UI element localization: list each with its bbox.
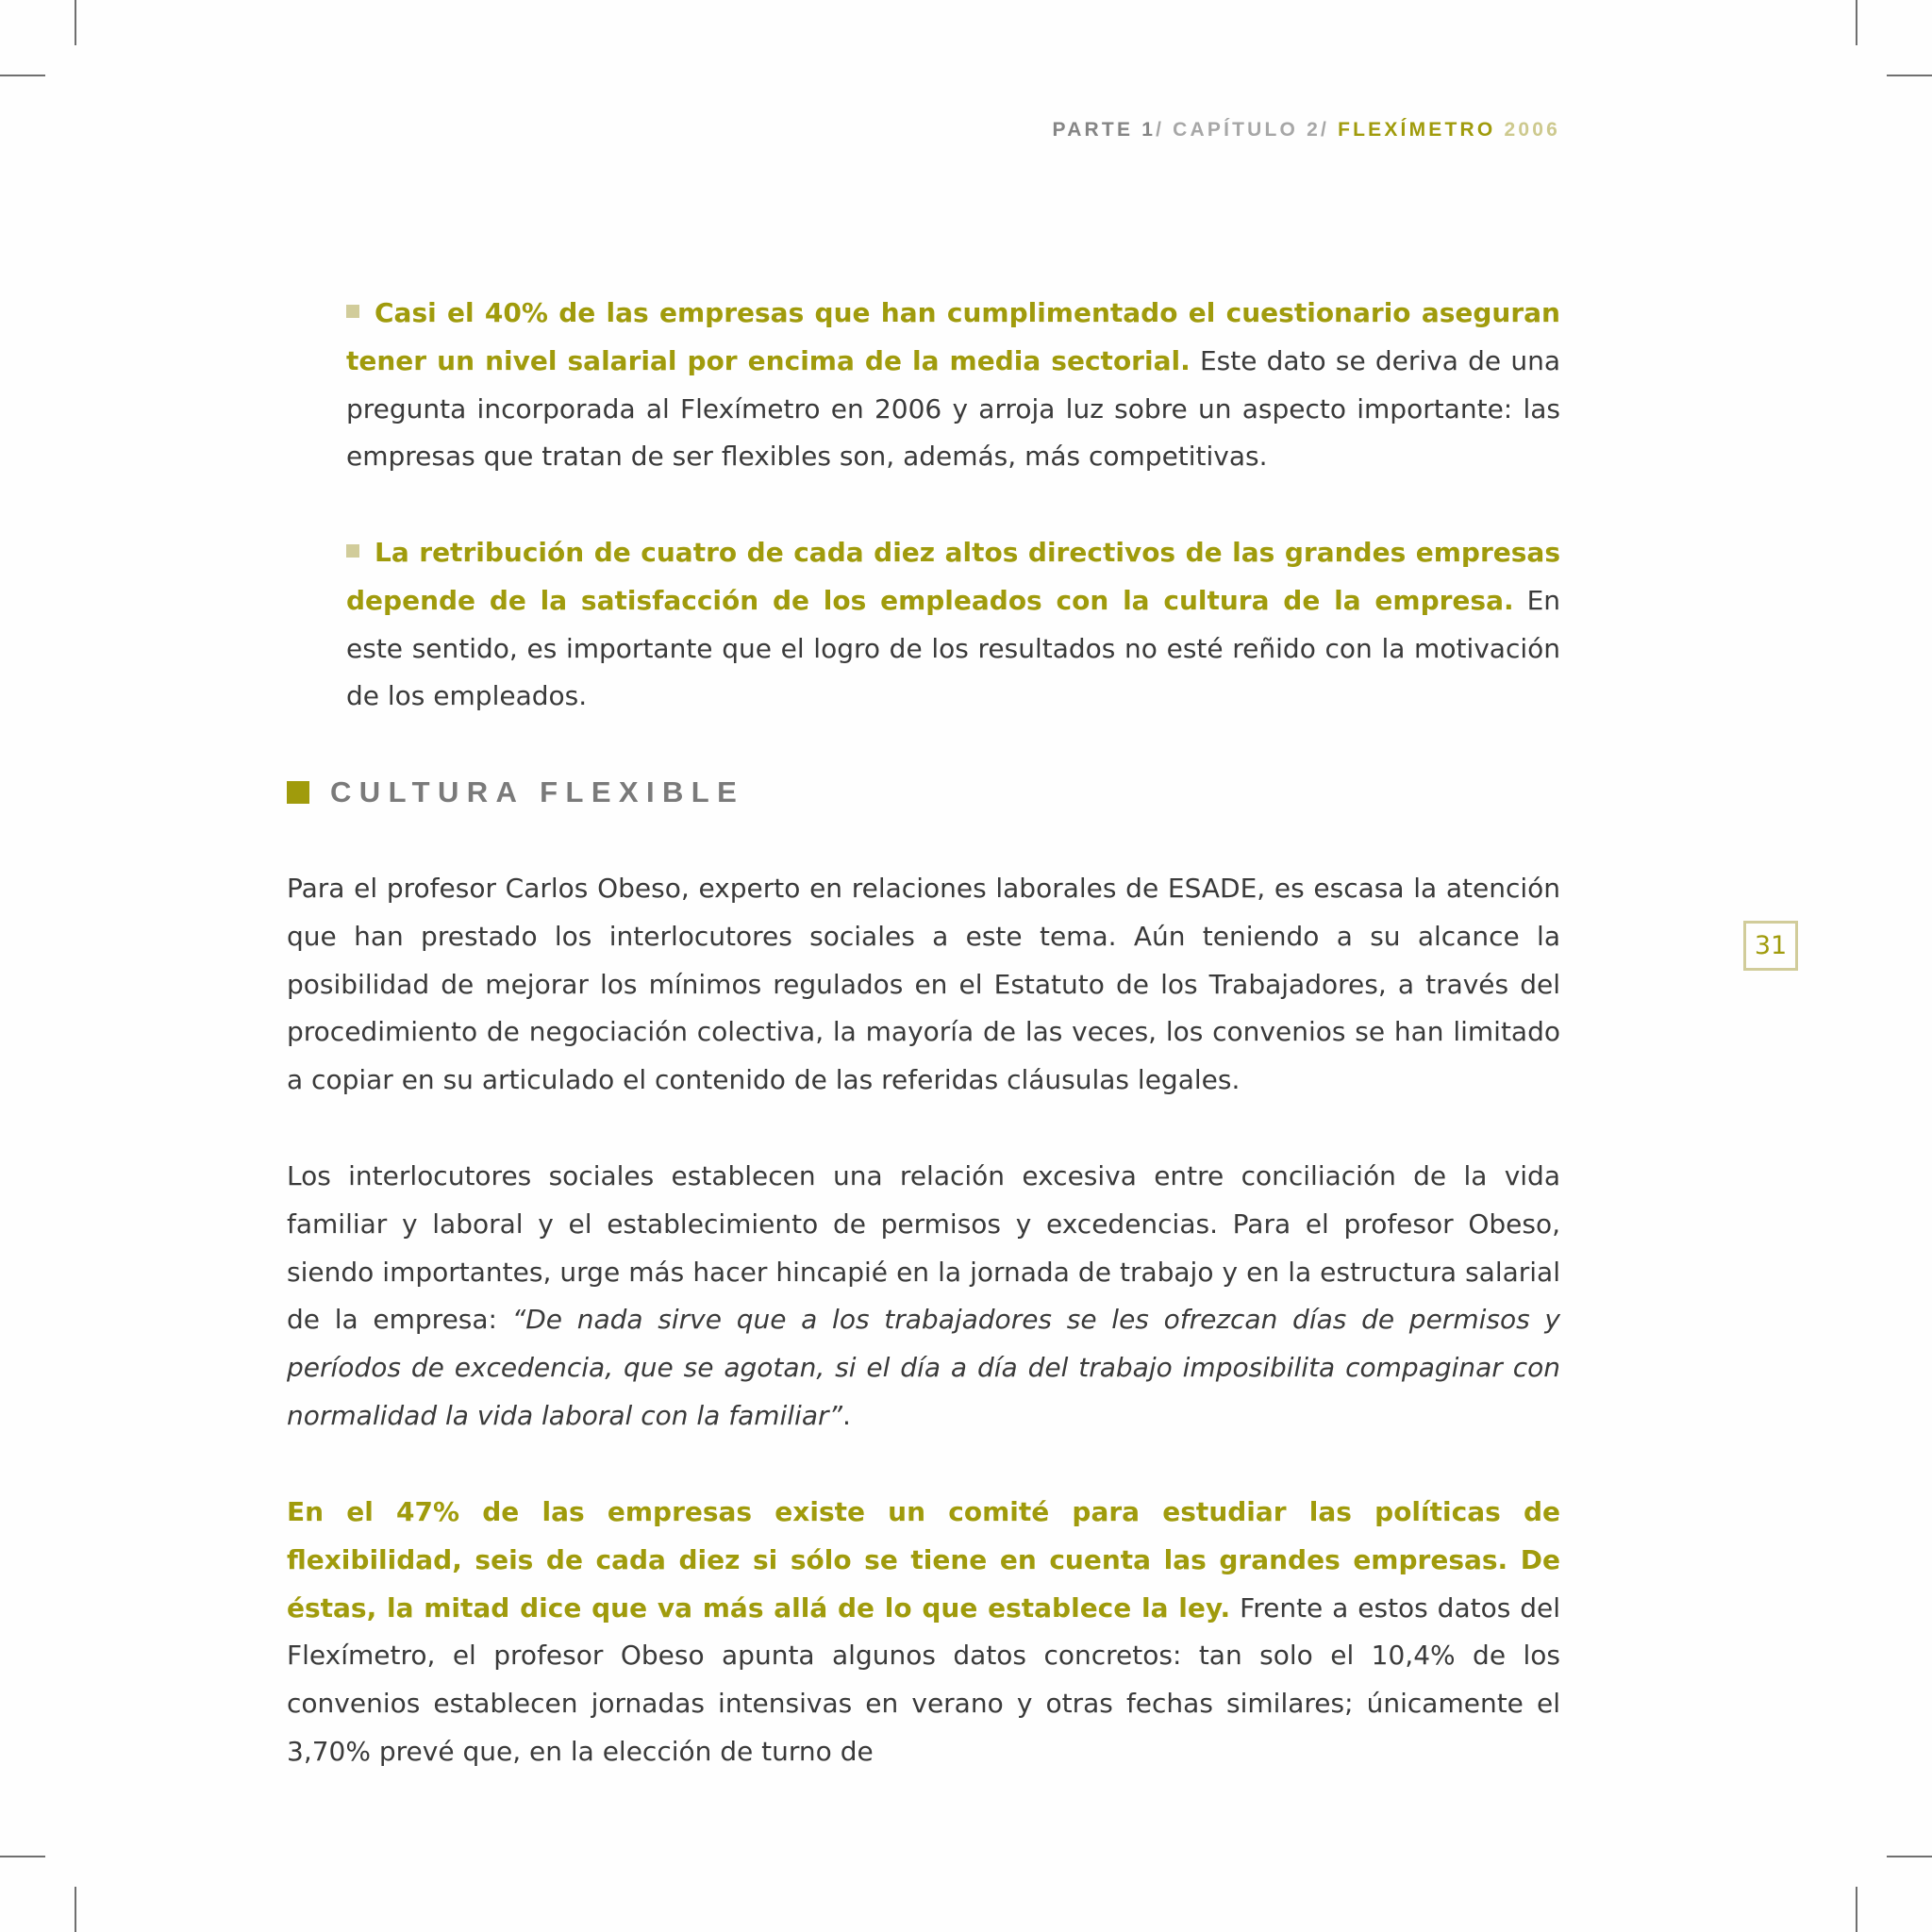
crop-mark [1856,0,1857,45]
paragraph-text: . [842,1399,851,1431]
paragraph-text: Los interlocutores sociales establecen una relación excesiva entre conciliación de la vida familiar y laboral y el establecimiento de permisos y excedencias. Para el profesor Obeso, siendo importantes, urge más hacer hincapié en la jornada de trabajo y en la estructura salarial de la empresa: [287,1160,1560,1336]
bullet-body: Este dato se deriva de una pregunta incorporada al Flexímetro en 2006 y arroja luz sobre un aspecto importante: las empresas que tratan de ser flexibles son, además, más competitivas. [346,344,1560,473]
crop-mark [1856,1887,1857,1932]
section-heading [287,775,744,809]
header-separator: / [1156,119,1174,141]
crop-mark [1887,75,1932,76]
body-paragraph [287,1489,1560,1776]
body-paragraph [287,1153,1560,1441]
header-year: 2006 [1504,119,1560,141]
crop-mark [0,1856,45,1857]
bullet-highlight: Casi el 40% de las empresas que han cumplimentado el cuestionario aseguran tener un nivel salarial por encima de la media sectorial. [346,297,1560,376]
section-title: CULTURA FLEXIBLE [330,775,745,808]
bullet-paragraph [346,529,1560,721]
body-paragraph: Para el profesor Carlos Obeso, experto en relaciones laborales de ESADE, es escasa la atención que han prestado los interlocutores sociales a este tema. Aún teniendo a su alcance la posibilidad de mejorar los mínimos regulados en el Estatuto de los Trabajadores, a través del procedimiento de negociación colectiva, la mayoría de las veces, los convenios se han limitado a copiar en su articulado el contenido de las referidas cláusulas legales. [287,873,1560,1096]
header-publication: FLEXÍMETRO [1338,119,1496,141]
bullet-square-icon [346,305,359,318]
header-chapter: CAPÍTULO 2 [1173,119,1321,141]
section-marker-icon [287,781,309,804]
crop-mark [1887,1856,1932,1857]
crop-mark [0,75,45,76]
quotation: “De nada sirve que a los trabajadores se les ofrezcan días de permisos y períodos de excedencia, que se agotan, si el día a día del trabajo imposibilita compaginar con normalidad la vida laboral con la familiar” [287,1304,1560,1431]
page-number: 31 [1743,921,1798,971]
paragraph-text: Frente a estos datos del Flexímetro, el profesor Obeso apunta algunos datos concretos: tan solo el 10,4% de los convenios establecen jornadas intensivas en verano y otras fechas similares; únicamente el 3,70% prevé que, en la elección de turno de [287,1591,1561,1767]
crop-mark [75,1887,76,1932]
paragraph-highlight: En el 47% de las empresas existe un comité para estudiar las políticas de flexibilidad, seis de cada diez si sólo se tiene en cuenta las grandes empresas. De éstas, la mitad dice que va más allá de lo que establece la ley. [287,1496,1560,1624]
bullet-square-icon [346,544,359,558]
bullet-highlight: La retribución de cuatro de cada diez altos directivos de las grandes empresas depende de la satisfacción de los empleados con la cultura de la empresa. [346,537,1560,616]
header-part: PARTE 1 [1052,119,1157,141]
bullet-paragraph [346,290,1560,481]
crop-mark [75,0,76,45]
running-header [1053,119,1560,142]
header-separator: / [1321,119,1339,141]
bullet-body: En este sentido, es importante que el logro de los resultados no esté reñido con la motivación de los empleados. [346,584,1561,712]
